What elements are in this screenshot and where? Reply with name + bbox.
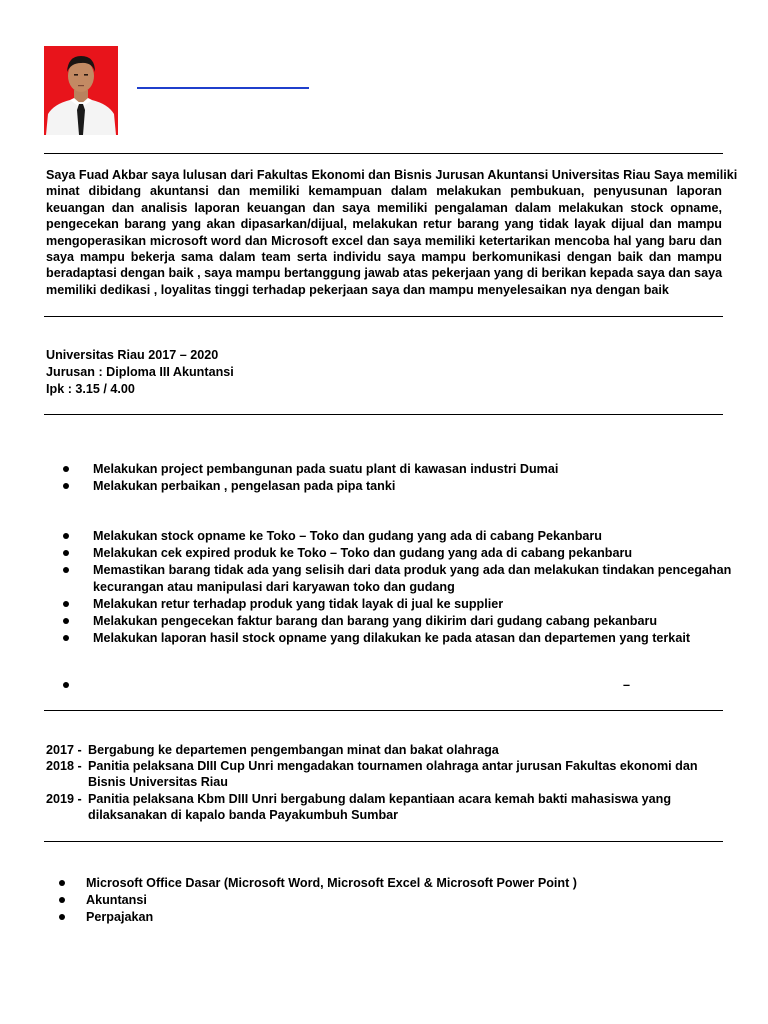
section-divider (44, 710, 723, 711)
section-divider (44, 153, 723, 154)
section-divider (44, 841, 723, 842)
bullet-icon (59, 897, 65, 903)
organization-item-cont: Bisnis Universitas Riau (88, 775, 228, 789)
list-item: Microsoft Office Dasar (Microsoft Word, Microsoft Excel & Microsoft Power Point ) (59, 875, 719, 892)
summary-line: saya mampu bekerja sama dalam team serta individu saya mampu berkomunikasi dengan baik dan mampu (46, 250, 722, 265)
list-item: Melakukan laporan hasil stock opname yang dilakukan ke pada atasan dan departemen yang terkait (63, 630, 723, 647)
list-item: Perpajakan (59, 909, 719, 926)
skills-list (59, 875, 719, 926)
experience-list-2 (63, 528, 732, 647)
organization-item: 2019 - Panitia pelaksana Kbm DIII Unri bergabung dalam kepantiaan acara kemah bakti mahasiswa yang (46, 792, 672, 806)
organization-item: 2018 - Panitia pelaksana DIII Cup Unri mengadakan tournamen olahraga antar jurusan Fakultas ekonomi dan (46, 759, 698, 773)
bullet-icon (63, 466, 69, 472)
organization-item: 2017 - Bergabung ke departemen pengembangan minat dan bakat olahraga (46, 743, 499, 757)
list-item: Memastikan barang tidak ada yang selisih dari data produk yang ada dan melakukan tindakan pencegahan kecurangan atau manipulasi dari karyawan toko dan gudang (63, 562, 723, 596)
list-item: Akuntansi (59, 892, 719, 909)
section-divider (44, 316, 723, 317)
summary-line: beradaptasi dengan baik , saya mampu bertanggung jawab atas pekerjaan yang di berikan kepada saya dan saya (46, 266, 723, 281)
bullet-icon (63, 533, 69, 539)
bullet-icon (63, 567, 69, 573)
bullet-icon (63, 682, 69, 688)
education-major: Jurusan : Diploma III Akuntansi (46, 365, 234, 379)
organization-item-cont: dilaksanakan di kapalo banda Payakumbuh Sumbar (88, 808, 399, 822)
education-gpa: Ipk : 3.15 / 4.00 (46, 382, 135, 396)
summary-line: pengecekan barang yang akan dipasarkan/dijual, melakukan retur barang yang tidak layak dijual dan mampu (46, 217, 722, 232)
bullet-icon (59, 914, 65, 920)
bullet-icon (63, 635, 69, 641)
list-item: Melakukan stock opname ke Toko – Toko dan gudang yang ada di cabang Pekanbaru (63, 528, 723, 545)
experience-dash: – (623, 678, 631, 692)
education-university: Universitas Riau 2017 – 2020 (46, 348, 219, 362)
section-divider (44, 414, 723, 415)
list-item: Melakukan perbaikan , pengelasan pada pipa tanki (63, 478, 723, 495)
summary-line: keuangan dan analisis laporan keuangan dan saya memiliki pengalaman dalam melakukan stock opname, (46, 200, 722, 215)
bullet-icon (63, 483, 69, 489)
profile-photo (44, 46, 118, 135)
name-link-underline[interactable] (137, 87, 309, 89)
bullet-icon (63, 550, 69, 556)
summary-line: mengoperasikan microsoft word dan Microsoft excel dan saya memiliki ketertarikan mencoba hal yang baru dan (46, 233, 722, 248)
summary-line: minat dibidang akuntansi dan memiliki kemampuan dalam melakukan pembukuan, penyusunan laporan (46, 184, 722, 199)
bullet-icon (63, 618, 69, 624)
list-item: Melakukan cek expired produk ke Toko – Toko dan gudang yang ada di cabang pekanbaru (63, 545, 723, 562)
experience-list-1 (63, 461, 723, 495)
bullet-icon (59, 880, 65, 886)
summary-line: Saya Fuad Akbar saya lulusan dari Fakultas Ekonomi dan Bisnis Jurusan Akuntansi Universitas Riau Saya memiliki (46, 168, 738, 182)
bullet-icon (63, 601, 69, 607)
list-item: Melakukan retur terhadap produk yang tidak layak di jual ke supplier (63, 596, 723, 613)
list-item: Melakukan project pembangunan pada suatu plant di kawasan industri Dumai (63, 461, 723, 478)
summary-line: memiliki dedikasi , loyalitas tinggi terhadap pekerjaan saya dan mampu menyelesaikan nya dengan baik (46, 282, 669, 297)
profile-summary (46, 167, 738, 298)
list-item: Melakukan pengecekan faktur barang dan barang yang dikirim dari gudang cabang pekanbaru (63, 613, 723, 630)
